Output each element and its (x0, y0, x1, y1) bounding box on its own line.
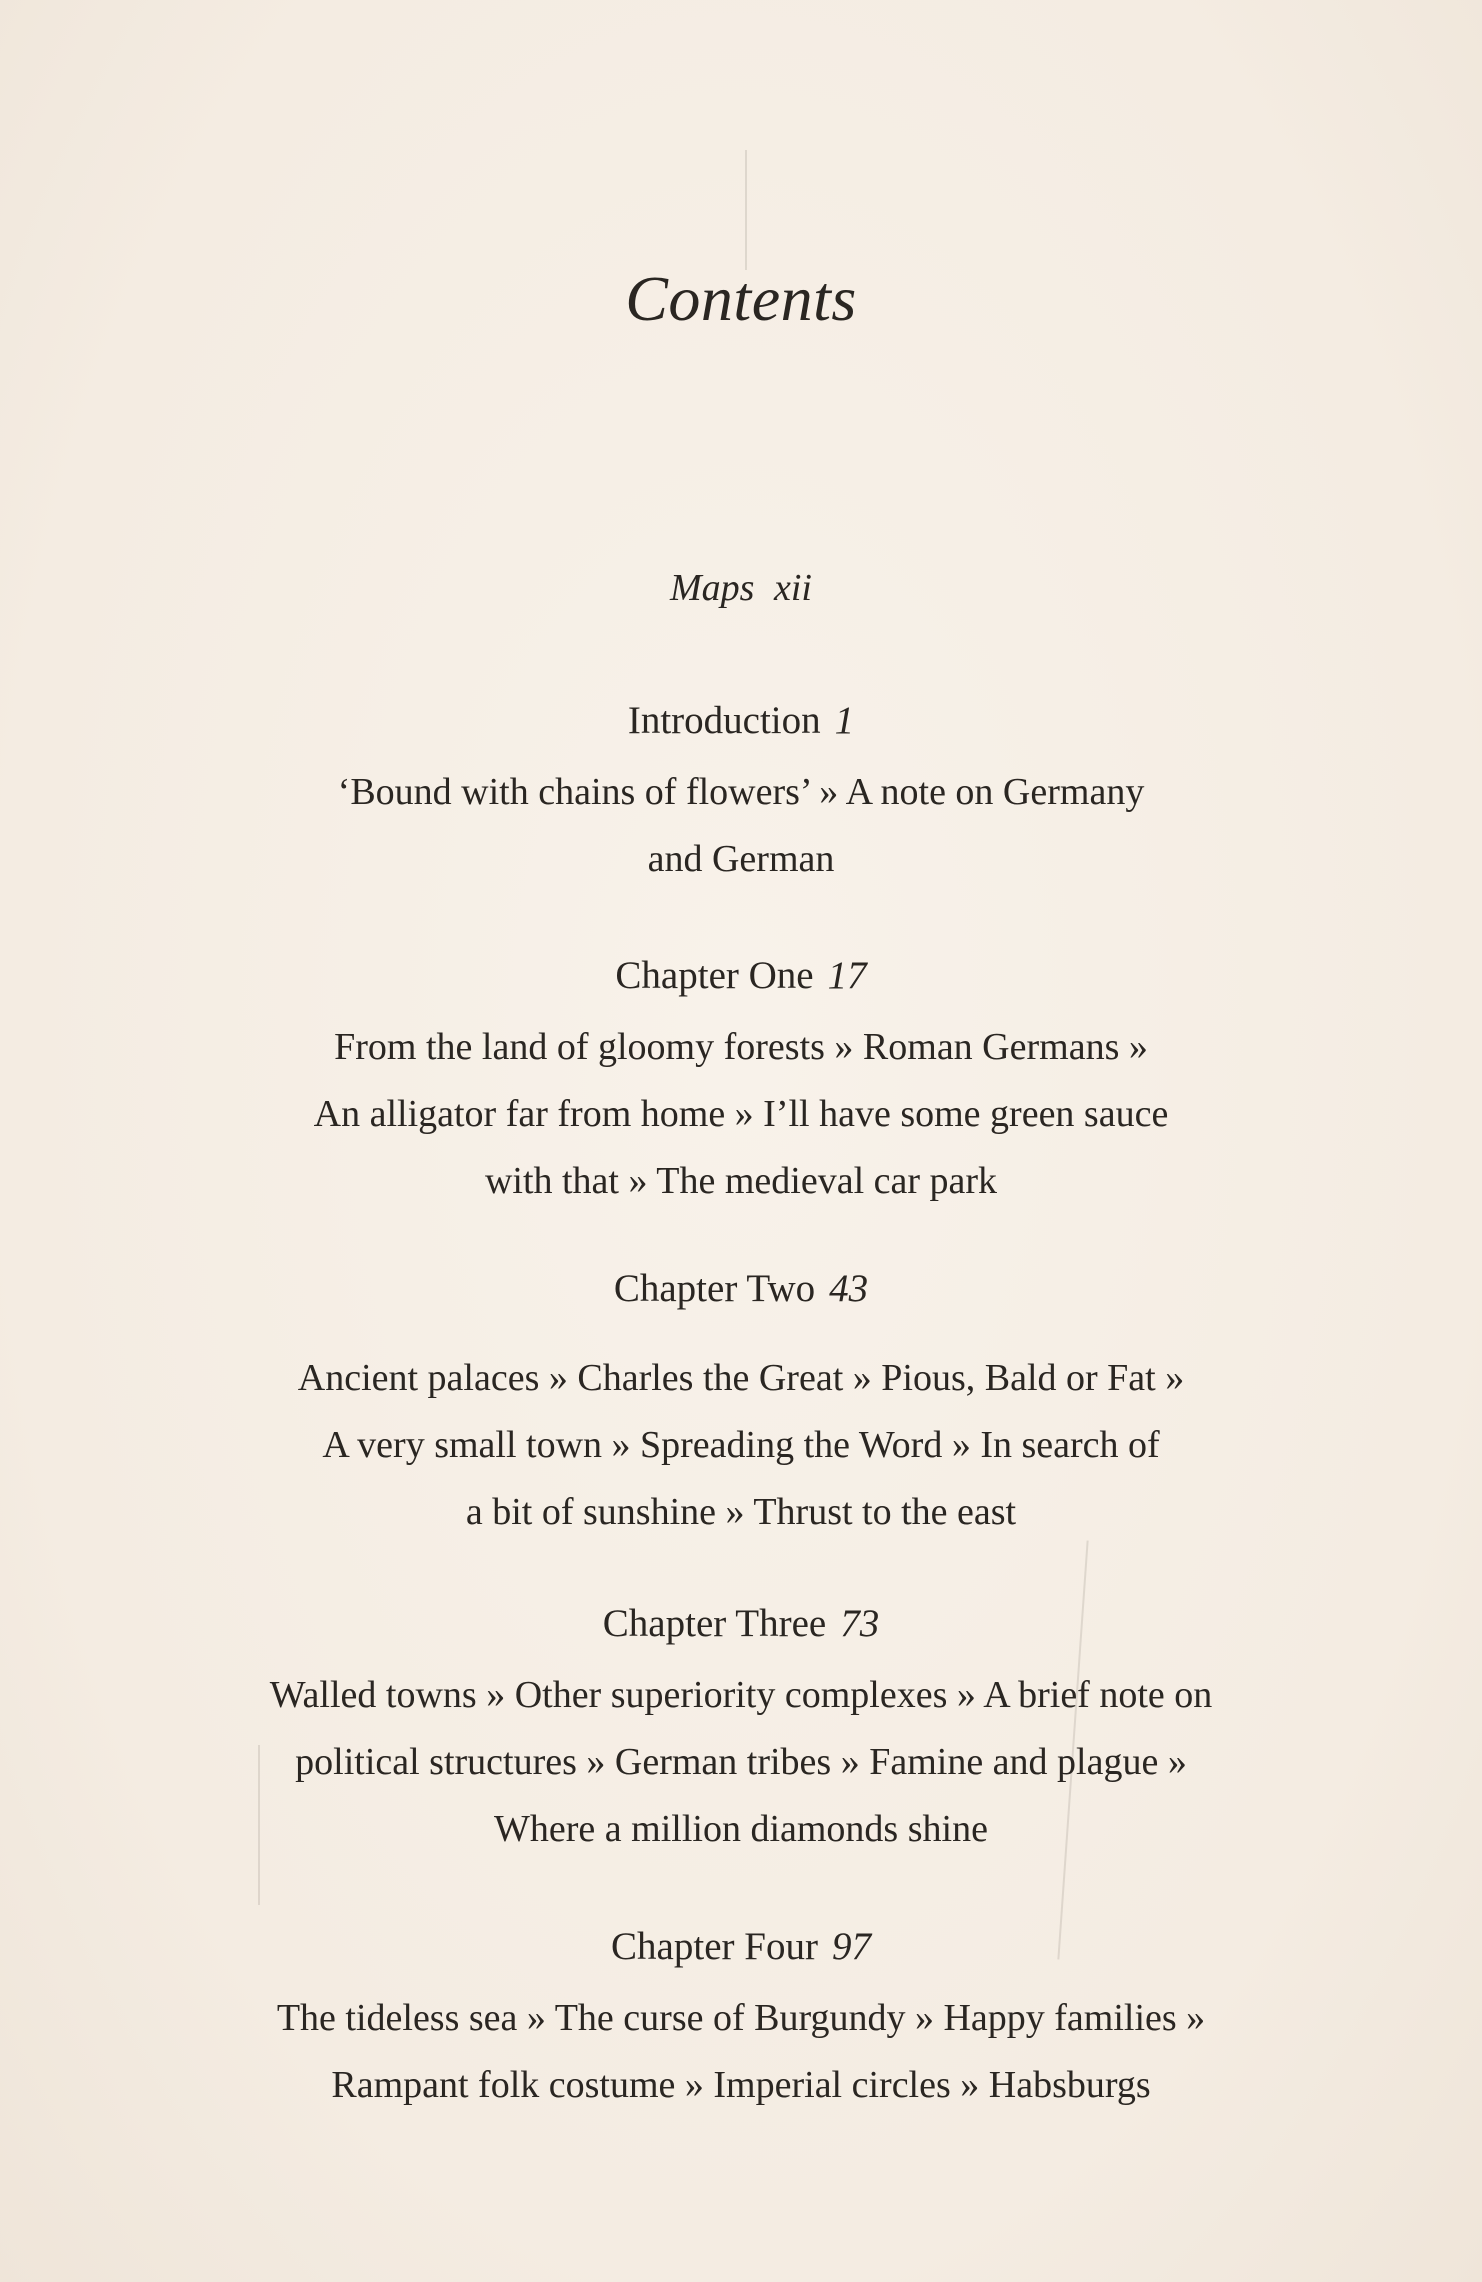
section-subtopics (0, 1345, 1482, 1546)
section-page-number: 73 (840, 1602, 880, 1645)
subtopic-line: a bit of sunshine » Thrust to the east (465, 1491, 1017, 1533)
toc-section-chapter-three (0, 1597, 1482, 1863)
subtopic-line: A very small town » Spreading the Word » In search of (322, 1424, 1160, 1466)
subtopic-line: Walled towns » Other superiority complexes » A brief note on (269, 1674, 1213, 1716)
subtopic-line: and German (647, 838, 835, 880)
section-subtopics (0, 1662, 1482, 1863)
section-subtopics (0, 1014, 1482, 1215)
bleed-through-line (745, 150, 747, 270)
subtopic-line: political structures » German tribes » Famine and plague » (295, 1741, 1187, 1783)
subtopic-line: From the land of gloomy forests » Roman Germans » (334, 1026, 1148, 1068)
subtopic-line: The tideless sea » The curse of Burgundy » Happy families » (276, 1997, 1206, 2039)
section-page-number: 1 (834, 699, 855, 742)
subtopic-line: Rampant folk costume » Imperial circles » Habsburgs (331, 2064, 1151, 2106)
maps-label: Maps (670, 567, 755, 609)
section-subtopics (0, 759, 1482, 893)
section-title: Chapter One (615, 954, 814, 997)
section-page-number: 43 (829, 1267, 869, 1310)
subtopic-line: An alligator far from home » I’ll have some green sauce (313, 1093, 1169, 1135)
section-subtopics (0, 1985, 1482, 2119)
section-title: Chapter Four (611, 1925, 818, 1968)
section-page-number: 17 (827, 954, 867, 997)
maps-page-number: xii (773, 567, 812, 609)
subtopic-line: ‘Bound with chains of flowers’ » A note on Germany (337, 771, 1145, 813)
subtopic-line: Ancient palaces » Charles the Great » Pious, Bald or Fat » (297, 1357, 1185, 1399)
section-heading (0, 1262, 1482, 1316)
toc-section-chapter-two (0, 1262, 1482, 1546)
section-title: Introduction (627, 699, 821, 742)
section-title: Chapter Two (613, 1267, 816, 1310)
section-page-number: 97 (831, 1925, 871, 1968)
page-title: Contents (625, 263, 857, 334)
toc-section-introduction (0, 694, 1482, 893)
toc-section-chapter-four (0, 1920, 1482, 2119)
toc-section-chapter-one (0, 949, 1482, 1215)
section-heading (0, 1920, 1482, 1974)
section-heading (0, 949, 1482, 1003)
section-heading (0, 694, 1482, 748)
subtopic-line: with that » The medieval car park (484, 1160, 998, 1202)
section-title: Chapter Three (602, 1602, 827, 1645)
subtopic-line: Where a million diamonds shine (494, 1808, 988, 1850)
section-heading (0, 1597, 1482, 1651)
toc-entry-maps (0, 566, 1482, 610)
